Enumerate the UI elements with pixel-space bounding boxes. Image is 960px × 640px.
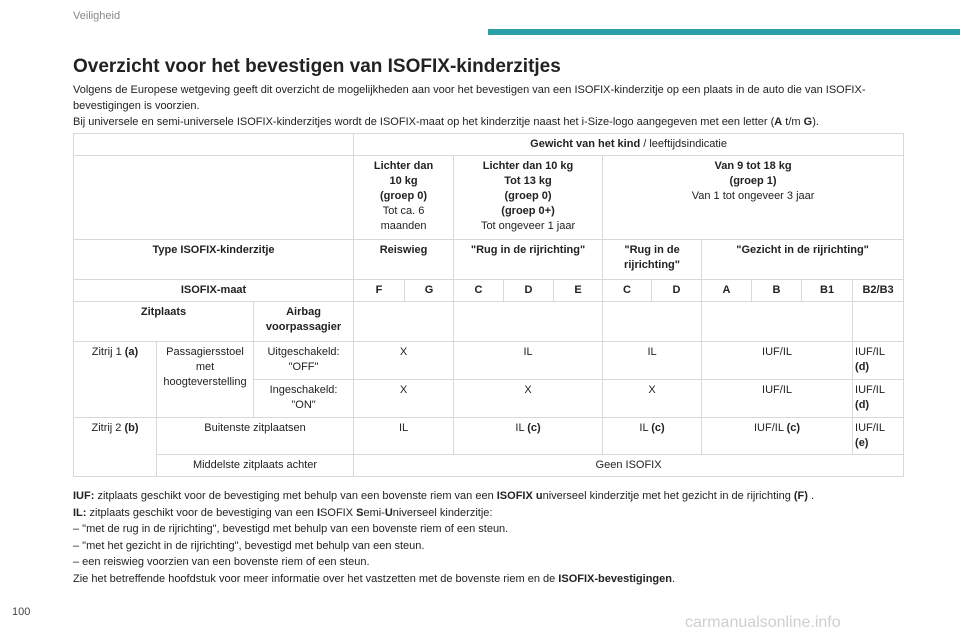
- size-cell: A: [702, 280, 752, 302]
- seat-row-1: [74, 342, 157, 418]
- size-letter-g: G: [803, 116, 813, 128]
- cell-note: (e): [855, 437, 869, 449]
- type-rear-group1: [603, 240, 702, 280]
- intro-line-2: [73, 114, 903, 130]
- group-text: (groep 1): [729, 175, 777, 187]
- size-cell: B1: [802, 280, 853, 302]
- seat-row-label: Zitrij 1: [91, 346, 125, 358]
- size-cell: D: [652, 280, 702, 302]
- table-cell: [454, 302, 603, 342]
- table-cell: [74, 134, 354, 156]
- note-text: zitplaats geschikt voor de bevestiging van een: [86, 506, 317, 519]
- size-cell: G: [405, 280, 454, 302]
- type-rear-line: rijrichting": [624, 259, 680, 271]
- intro-text: [73, 82, 903, 130]
- group-0-header: [354, 156, 454, 240]
- seat-row-note: (a): [124, 346, 139, 358]
- table-cell: [354, 302, 454, 342]
- note-emphasis: (F): [793, 490, 808, 502]
- airbag-line: voorpassagier: [265, 321, 342, 333]
- airbag-state: Uitgeschakeld:: [267, 346, 340, 358]
- group-text: (groep 0): [380, 190, 428, 202]
- table-row: [74, 302, 904, 342]
- table-cell: [603, 302, 702, 342]
- type-label: Type ISOFIX-kinderzitje: [74, 240, 354, 280]
- size-cell: D: [504, 280, 554, 302]
- size-label: ISOFIX-maat: [74, 280, 354, 302]
- note-text: niverseel kinderzitje:: [392, 506, 493, 519]
- type-front: "Gezicht in de rijrichting": [702, 240, 904, 280]
- cell-note: (d): [855, 399, 870, 411]
- seat-row-2: [74, 418, 157, 477]
- type-rear-group0: "Rug in de rijrichting": [454, 240, 603, 280]
- size-cell: E: [554, 280, 603, 302]
- group-text: 10 kg: [389, 175, 418, 187]
- cell-value: IL: [515, 422, 528, 434]
- seat-row-note: (b): [124, 422, 139, 434]
- group-text: Lichter dan 10 kg: [482, 160, 574, 172]
- size-cell: B: [752, 280, 802, 302]
- middle-seat: Middelste zitplaats achter: [157, 455, 354, 477]
- note-final: [73, 571, 913, 588]
- table-cell: X: [354, 342, 454, 380]
- cell-value: IUF/IL: [855, 384, 885, 396]
- group-text: Van 9 tot 18 kg: [714, 160, 792, 172]
- airbag-state: "ON": [291, 399, 316, 411]
- group-text: Lichter dan: [373, 160, 434, 172]
- group-text: Van 1 tot ongeveer 3 jaar: [691, 190, 815, 202]
- table-row: [74, 156, 904, 240]
- table-row: [74, 418, 904, 455]
- weight-header-bold: Gewicht van het kind: [530, 138, 641, 150]
- airbag-label: [254, 302, 354, 342]
- table-cell: X: [603, 380, 702, 418]
- type-cot: Reiswieg: [354, 240, 454, 280]
- note-label: IUF:: [73, 490, 95, 502]
- note-text: .: [671, 572, 676, 585]
- isofix-table: [73, 133, 904, 477]
- seat-label: Zitplaats: [74, 302, 254, 342]
- table-cell: IL: [454, 342, 603, 380]
- airbag-state: "OFF": [288, 361, 319, 373]
- group-text: maanden: [380, 220, 427, 232]
- page-title: Overzicht voor het bevestigen van ISOFIX-kinderzitjes: [73, 56, 561, 77]
- table-row: [74, 240, 904, 280]
- note-emphasis: U: [384, 506, 393, 519]
- note-emphasis: ISOFIX-bevestigingen: [558, 572, 672, 585]
- table-row: [74, 134, 904, 156]
- group-text: Tot ongeveer 1 jaar: [480, 220, 576, 232]
- note-il: [73, 505, 913, 522]
- no-isofix: Geen ISOFIX: [354, 455, 904, 477]
- note-label: IL:: [73, 506, 87, 519]
- note-text: .: [807, 490, 815, 502]
- table-row: [74, 280, 904, 302]
- table-cell: IL: [354, 418, 454, 455]
- weight-header-rest: / leeftijdsindicatie: [640, 138, 727, 150]
- airbag-off: [254, 342, 354, 380]
- table-cell: [853, 380, 904, 418]
- passenger-line: Passagiersstoel: [166, 346, 244, 358]
- note-text: niverseel kinderzitje met het gezicht in de rijrichting: [542, 490, 794, 502]
- weight-header: [354, 134, 904, 156]
- airbag-on: [254, 380, 354, 418]
- table-cell: [702, 418, 853, 455]
- note-iuf: [73, 488, 913, 505]
- group-1-header: [603, 156, 904, 240]
- table-row: [74, 455, 904, 477]
- intro-line-1: Volgens de Europese wetgeving geeft dit overzicht de mogelijkheden aan voor het bevestigen van een ISOFIX-kinderzitje op een plaats in de auto die van ISOFIX-bevestigingen is voorzien.: [73, 84, 866, 112]
- size-cell: B2/B3: [853, 280, 904, 302]
- group-0plus-header: [454, 156, 603, 240]
- passenger-line: met: [195, 361, 215, 373]
- type-rear-line: "Rug in de: [624, 244, 680, 256]
- table-cell: IL: [603, 342, 702, 380]
- table-cell: X: [454, 380, 603, 418]
- note-text: zitplaats geschikt voor de bevestiging met behulp van een bovenste riem van een: [94, 490, 497, 502]
- table-cell: IUF/IL: [702, 380, 853, 418]
- note-bullet: – "met de rug in de rijrichting", bevestigd met behulp van een bovenste riem of een steun.: [73, 523, 509, 535]
- airbag-state: Ingeschakeld:: [269, 384, 338, 396]
- note-emphasis: S: [356, 506, 364, 519]
- note-text: SOFIX: [320, 506, 357, 519]
- intro-text-part: ).: [812, 116, 819, 128]
- table-cell: [853, 418, 904, 455]
- outer-seats: Buitenste zitplaatsen: [157, 418, 354, 455]
- cell-value: IUF/IL: [855, 422, 885, 434]
- page-number: 100: [12, 606, 31, 618]
- cell-note: (d): [855, 361, 870, 373]
- table-row: [74, 342, 904, 380]
- group-text: Tot 13 kg: [504, 175, 552, 187]
- watermark: carmanualsonline.info: [685, 614, 841, 631]
- cell-note: (c): [786, 422, 801, 434]
- note-text: emi-: [363, 506, 385, 519]
- seat-row-label: Zitrij 2: [91, 422, 125, 434]
- note-emphasis: I: [316, 506, 321, 519]
- table-cell: [853, 342, 904, 380]
- table-cell: [603, 418, 702, 455]
- group-text: Tot ca. 6: [382, 205, 425, 217]
- table-cell: [702, 302, 853, 342]
- table-cell: [74, 156, 354, 240]
- size-cell: C: [603, 280, 652, 302]
- passenger-line: hoogteverstelling: [163, 376, 247, 388]
- cell-value: IUF/IL: [754, 422, 787, 434]
- note-bullet: – een reiswieg voorzien van een bovenste riem of een steun.: [73, 556, 370, 568]
- table-cell: IUF/IL: [702, 342, 853, 380]
- notes: [73, 488, 913, 587]
- cell-value: IL: [639, 422, 652, 434]
- cell-note: (c): [527, 422, 541, 434]
- header-accent-bar: [488, 29, 960, 35]
- note-text: Zie het betreffende hoofdstuk voor meer informatie over het vastzetten met de bovenste riem en de: [73, 572, 559, 585]
- table-cell: [853, 302, 904, 342]
- intro-text-part: t/m: [782, 116, 804, 128]
- note-emphasis: ISOFIX u: [496, 490, 543, 502]
- group-text: (groep 0+): [501, 205, 555, 217]
- table-cell: X: [354, 380, 454, 418]
- group-text: (groep 0): [504, 190, 552, 202]
- airbag-line: Airbag: [286, 306, 321, 318]
- table-cell: [454, 418, 603, 455]
- size-cell: F: [354, 280, 405, 302]
- passenger-seat: [157, 342, 254, 418]
- section-title: Veiligheid: [73, 10, 121, 22]
- cell-note: (c): [651, 422, 665, 434]
- note-bullet: – "met het gezicht in de rijrichting", bevestigd met behulp van een steun.: [73, 539, 425, 552]
- cell-value: IUF/IL: [855, 346, 885, 358]
- intro-text-part: Bij universele en semi-universele ISOFIX-kinderzitjes wordt de ISOFIX-maat op het kinderzitje naast het i-Size-logo aangegeven met een letter (: [73, 116, 775, 128]
- size-letter-a: A: [774, 116, 783, 128]
- size-cell: C: [454, 280, 504, 302]
